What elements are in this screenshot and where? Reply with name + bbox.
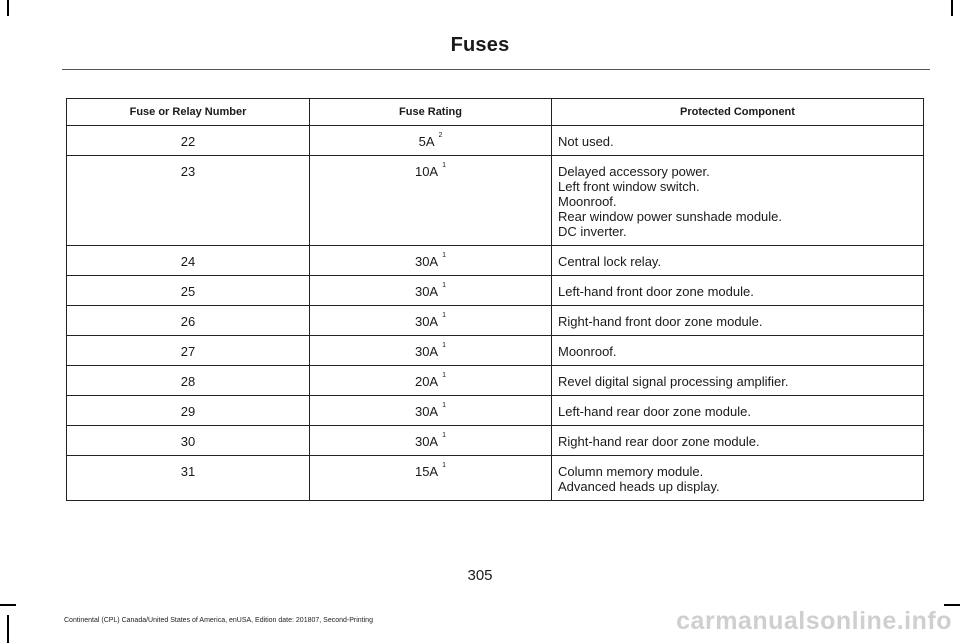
fuse-rating-cell: [310, 456, 552, 501]
table-row: [67, 366, 924, 396]
protected-component-line: Right-hand front door zone module.: [558, 314, 763, 329]
protected-component-line: Right-hand rear door zone module.: [558, 434, 760, 449]
fuse-rating-footnote: 1: [442, 282, 447, 289]
protected-component-line: Left-hand rear door zone module.: [558, 404, 751, 419]
fuse-rating-footnote: 1: [442, 402, 447, 409]
crop-mark-top-right: [951, 0, 953, 16]
fuse-rating-footnote: 1: [442, 162, 447, 169]
column-header-component: Protected Component: [552, 99, 924, 126]
fuse-number-cell: 26: [67, 306, 310, 336]
crop-mark-top-left: [7, 0, 9, 16]
fuse-table: [66, 98, 924, 501]
page-number: 305: [467, 567, 493, 584]
fuse-rating-footnote: 1: [442, 432, 447, 439]
fuse-rating-footnote: 2: [438, 132, 443, 139]
table-row: [67, 336, 924, 366]
table-row: [67, 306, 924, 336]
table-row: [67, 246, 924, 276]
table-row: [67, 426, 924, 456]
watermark-logo: carmanualsonline.info: [676, 607, 952, 635]
protected-component-line: Moonroof.: [558, 194, 617, 209]
fuse-number-cell: 31: [67, 456, 310, 501]
protected-component-cell: [552, 156, 924, 246]
protected-component-line: Advanced heads up display.: [558, 479, 720, 494]
fuse-rating-cell: [310, 306, 552, 336]
crop-mark-bottom-right: [944, 604, 960, 606]
protected-component-line: DC inverter.: [558, 224, 627, 239]
protected-component-line: Rear window power sunshade module.: [558, 209, 783, 224]
protected-component-line: Left front window switch.: [558, 179, 700, 194]
protected-component-cell: [552, 366, 924, 396]
fuse-rating-cell: [310, 366, 552, 396]
crop-mark-bottom-left: [7, 615, 9, 643]
protected-component-line: Column memory module.: [558, 464, 704, 479]
protected-component-line: Revel digital signal processing amplifier.: [558, 374, 789, 389]
fuse-rating-cell: [310, 426, 552, 456]
fuse-rating-cell: [310, 276, 552, 306]
protected-component-cell: [552, 306, 924, 336]
table-row: [67, 156, 924, 246]
column-header-rating: Fuse Rating: [310, 99, 552, 126]
fuse-number-cell: 25: [67, 276, 310, 306]
fuse-rating-footnote: 1: [442, 462, 447, 469]
protected-component-line: Not used.: [558, 134, 614, 149]
fuse-rating-footnote: 1: [442, 372, 447, 379]
protected-component-line: Delayed accessory power.: [558, 164, 710, 179]
fuse-number-cell: 27: [67, 336, 310, 366]
fuse-rating-value: 30A: [414, 314, 439, 329]
fuse-rating-value: 30A: [414, 254, 439, 269]
fuse-number-cell: 29: [67, 396, 310, 426]
protected-component-cell: [552, 126, 924, 156]
fuse-rating-value: 30A: [414, 404, 439, 419]
protected-component-line: Left-hand front door zone module.: [558, 284, 754, 299]
protected-component-line: Central lock relay.: [558, 254, 662, 269]
protected-component-cell: [552, 396, 924, 426]
table-row: [67, 456, 924, 501]
fuse-rating-value: 20A: [414, 374, 439, 389]
fuse-number-cell: 23: [67, 156, 310, 246]
protected-component-cell: [552, 456, 924, 501]
fuse-rating-cell: [310, 396, 552, 426]
fuse-rating-value: 30A: [414, 434, 439, 449]
edition-footer: Continental (CPL) Canada/United States of America, enUSA, Edition date: 201807, Second-Printing: [64, 617, 373, 624]
fuse-rating-cell: [310, 156, 552, 246]
protected-component-cell: [552, 276, 924, 306]
table-header-row: [67, 99, 924, 126]
fuse-rating-footnote: 1: [442, 252, 447, 259]
fuse-rating-cell: [310, 246, 552, 276]
header-divider: [62, 69, 930, 70]
fuse-number-cell: 22: [67, 126, 310, 156]
fuse-table-body: [67, 126, 924, 501]
fuse-rating-value: 5A: [418, 134, 435, 149]
fuse-rating-cell: [310, 126, 552, 156]
fuse-rating-cell: [310, 336, 552, 366]
crop-mark-bottom-left-h: [0, 604, 16, 606]
fuse-rating-value: 30A: [414, 344, 439, 359]
fuse-rating-footnote: 1: [442, 342, 447, 349]
fuse-number-cell: 28: [67, 366, 310, 396]
fuse-rating-value: 30A: [414, 284, 439, 299]
table-row: [67, 276, 924, 306]
protected-component-line: Moonroof.: [558, 344, 617, 359]
fuse-number-cell: 24: [67, 246, 310, 276]
column-header-number: Fuse or Relay Number: [67, 99, 310, 126]
fuse-rating-footnote: 1: [442, 312, 447, 319]
fuse-rating-value: 10A: [414, 164, 439, 179]
table-row: [67, 396, 924, 426]
table-row: [67, 126, 924, 156]
protected-component-cell: [552, 426, 924, 456]
fuse-number-cell: 30: [67, 426, 310, 456]
protected-component-cell: [552, 336, 924, 366]
page-title: Fuses: [450, 34, 510, 56]
protected-component-cell: [552, 246, 924, 276]
fuse-rating-value: 15A: [414, 464, 439, 479]
